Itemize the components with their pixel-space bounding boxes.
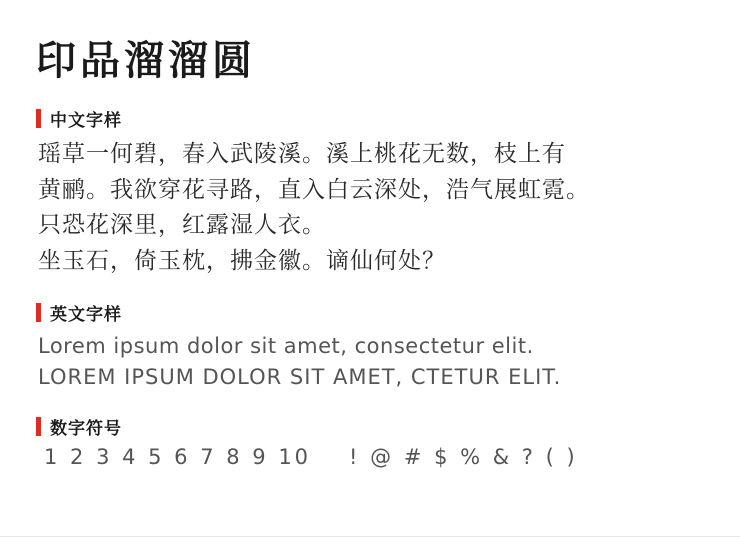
section-title-chinese: 中文字样 — [50, 111, 122, 131]
section-header-chinese — [36, 106, 710, 131]
numbers-sample-digits: 1 2 3 4 5 6 7 8 9 10 — [44, 444, 312, 469]
chinese-sample-line: 黄鹂。我欲穿花寻路，直入白云深处，浩气展虹霓。 — [38, 176, 590, 203]
font-title: 印品溜溜圆 — [36, 38, 256, 84]
section-english — [30, 300, 710, 394]
section-title-english: 英文字样 — [50, 304, 122, 325]
english-sample-text — [38, 331, 710, 394]
section-header-numbers — [36, 414, 710, 439]
english-sample-lowercase: Lorem ipsum dolor sit amet, consectetur elit. — [38, 333, 534, 358]
chinese-sample-line: 坐玉石，倚玉枕，拂金徽。谪仙何处？ — [38, 247, 446, 274]
section-header-english — [36, 300, 710, 325]
numbers-sample-text — [44, 445, 710, 469]
red-bar-icon — [36, 417, 41, 436]
red-bar-icon — [36, 109, 41, 128]
section-title-numbers: 数字符号 — [50, 418, 122, 439]
bottom-divider — [0, 536, 740, 537]
numbers-sample-symbols: ! @ # $ % & ? ( ) — [349, 444, 578, 469]
chinese-sample-line: 只恐花深里，红露湿人衣。 — [38, 212, 326, 239]
section-chinese — [30, 106, 710, 280]
english-sample-uppercase: LOREM IPSUM DOLOR SIT AMET, CTETUR ELIT. — [38, 365, 562, 390]
chinese-sample-line: 瑶草一何碧，春入武陵溪。溪上桃花无数，枝上有 — [38, 141, 566, 167]
chinese-sample-text — [38, 137, 710, 280]
red-bar-icon — [36, 303, 41, 322]
section-numbers — [30, 414, 710, 469]
